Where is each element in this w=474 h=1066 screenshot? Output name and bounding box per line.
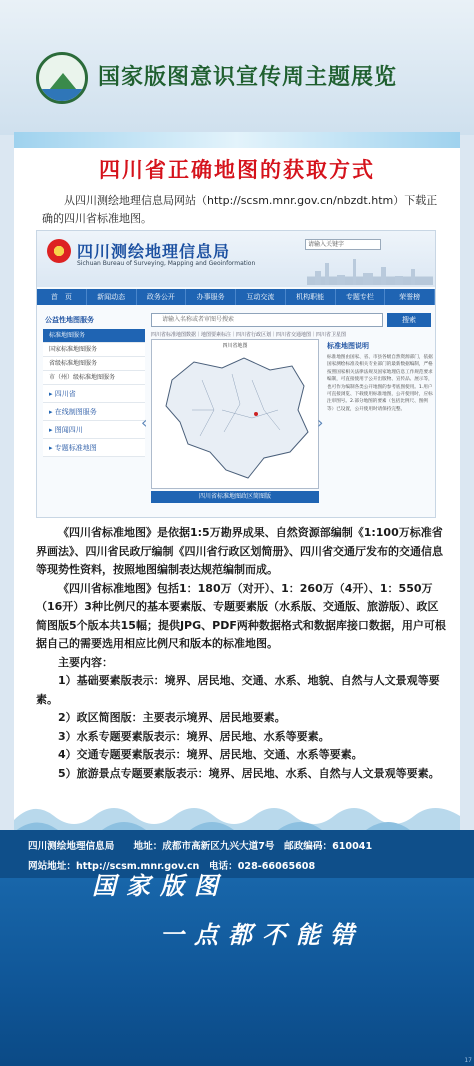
map-description [327,341,433,413]
slogan-line-2: 一点都不能错 [160,920,364,949]
nav-item[interactable]: 专题专栏 [336,289,386,305]
site-header [37,231,435,287]
prev-arrow-icon[interactable]: ‹ [141,413,148,432]
content-item-2: 2）政区简图版：主要表示境界、居民地要素。 [58,711,286,724]
nav-item[interactable]: 办事服务 [186,289,236,305]
slogan-area [0,878,474,1066]
sidebar-item-provincial[interactable]: 省级标准地图服务 [43,357,145,371]
corner-number: 17 [464,1057,472,1064]
sichuan-map-graphic [152,340,320,490]
nav-item[interactable]: 机构职能 [286,289,336,305]
paragraph-2: 《四川省标准地图》包括1：180万（对开）、1：260万（4开）、1：550万（16开）3种比例尺的基本要素版、专题要素版（水系版、交通版、旅游版）、政区简图版5个版本共15幅；提供JPG、PDF两种数据格式和数据库接口数据，用户可根据自己的需要选用相应比例尺和版本的标准地图。 [36,581,446,650]
paragraph-3: 主要内容： [58,655,113,669]
contact-line-2: 网站地址：http://scsm.mnr.gov.cn 电话：028-66065608 [28,861,316,872]
slogan-line-1: 国家版图 [92,871,228,900]
content-item-3: 3）水系专题要素版表示：境界、居民地、水系等要素。 [58,729,330,743]
city-skyline-graphic [307,257,433,285]
nav-item[interactable]: 新闻动态 [87,289,137,305]
sidebar-item-map-news[interactable]: ▸ 图闻四川 [43,421,145,439]
nav-item[interactable]: 首 页 [37,289,87,305]
sidebar-heading: 公益性地图服务 [45,316,94,324]
content-item-4: 4）交通专题要素版表示：境界、居民地、交通、水系等要素。 [58,748,363,761]
site-search-input[interactable]: 请输入关键字 [305,239,381,250]
description-title: 标准地图说明 [327,342,369,350]
next-arrow-icon[interactable]: › [317,413,324,432]
nav-item[interactable]: 互动交流 [236,289,286,305]
sidebar-item-thematic[interactable]: ▸ 专题标准地图 [43,439,145,457]
map-search-input[interactable]: 请输入名称或者审图号搜索 [151,313,383,327]
sidebar-item-online-mapping[interactable]: ▸ 在线制图服务 [43,403,145,421]
sidebar-item-city[interactable]: 市（州）级标准地图服务 [43,371,145,385]
site-content [141,313,433,500]
content-item-5: 5）旅游景点专题要素版表示：境界、居民地、水系、自然与人文景观等要素。 [58,766,440,780]
header-title: 国家版图意识宣传周主题展览 [98,64,398,90]
site-nav [37,289,435,305]
decorative-ribbon [14,132,460,148]
site-sidebar [43,313,148,457]
body-text [36,524,446,783]
map-sublinks[interactable]: 四川省标准地图数据｜地图要素标注｜四川省行政区划｜四川省交通地图｜四川省卫星图 [151,332,347,338]
nav-item[interactable]: 政务公开 [137,289,187,305]
sidebar-item-national[interactable]: 国家标准地图服务 [43,343,145,357]
content-item-1: 1）基础要素版表示：境界、居民地、交通、水系、地貌、自然与人文景观等要素。 [36,674,440,706]
map-search-button[interactable]: 搜索 [387,313,431,327]
map-caption[interactable]: 四川省标准地图政区简图版 [151,491,319,503]
website-screenshot [36,230,436,518]
paragraph-1: 《四川省标准地图》是依据1:5万勘界成果、自然资源部编制《1:100万标准省界画法》、四川省民政厅编制《四川省行政区划简册》、四川省交通厅发布的交通信息等现势性资料，按照地图编制表达规范编制而成。 [36,526,443,576]
mapping-emblem-icon [36,52,88,104]
map-title: 四川省地图 [222,343,248,349]
sidebar-item-standard-map[interactable]: 标准地图服务 [43,329,145,343]
description-body: 标准地图由国家、省、市县各级自然资源部门，依据国家测绘标准及相关专业部门的最新数据编制，严格按照国家相关法律法规及国家地理信息工作规范要求编制，可直接使用于公开出版物、宣传品、展示等，也可作为编制各类公开地图的参考底图使用。1.用户可直接浏览、下载使用标准地图，公开使用时，应标注审图号。2.部分地图的要素（包括比例尺、图例等）已设置，公开使用时请保持完整。 [327,355,433,412]
sidebar-item-sichuan[interactable]: ▸ 四川省 [43,385,145,403]
site-name: 四川测绘地理信息局 [77,242,231,261]
main-title: 四川省正确地图的获取方式 [99,158,375,182]
intro-text: 从四川测绘地理信息局网站（http://scsm.mnr.gov.cn/nbzdt.htm）下载正确的四川省标准地图。 [42,194,438,225]
sichuan-map-preview[interactable] [151,339,319,489]
site-name-en: Sichuan Bureau of Surveying, Mapping and Geoinformation [77,260,256,267]
contact-band [0,830,474,880]
map-search-box [151,313,433,327]
nav-item[interactable]: 荣誉榜 [385,289,435,305]
contact-line-1: 四川测绘地理信息局 地址：成都市高新区九兴大道7号 邮政编码：610041 [28,841,373,852]
national-emblem-icon [47,239,71,263]
header [0,0,474,135]
content-panel [14,132,460,862]
